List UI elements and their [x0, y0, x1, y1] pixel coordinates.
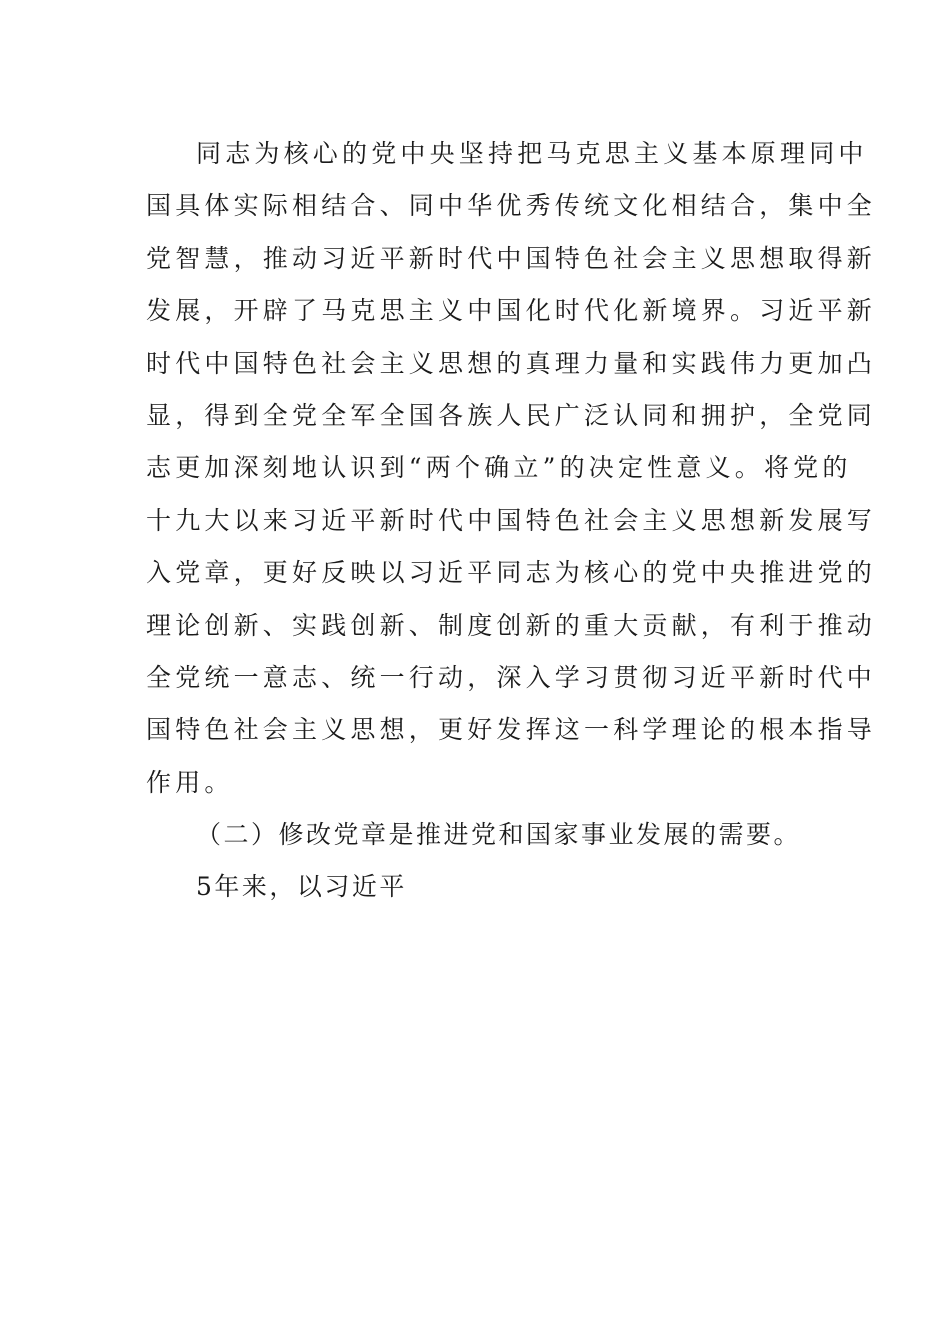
paragraph-line: 全党统一意志、统一行动，深入学习贯彻习近平新时代中	[146, 662, 877, 692]
paragraph-line: 十九大以来习近平新时代中国特色社会主义思想新发展写	[146, 505, 877, 535]
paragraph-line: 5年来，以习近平	[196, 872, 407, 902]
paragraph-line: 理论创新、实践创新、制度创新的重大贡献，有利于推动	[146, 610, 877, 640]
paragraph-line: 作用。	[146, 767, 234, 797]
paragraph-line: 志更加深刻地认识到“两个确立”的决定性意义。将党的	[146, 453, 852, 483]
paragraph-line: 入党章，更好反映以习近平同志为核心的党中央推进党的	[146, 558, 877, 588]
paragraph-line: 国特色社会主义思想，更好发挥这一科学理论的根本指导	[146, 715, 877, 745]
paragraph-line: 党智慧，推动习近平新时代中国特色社会主义思想取得新	[146, 243, 877, 273]
paragraph-line: 时代中国特色社会主义思想的真理力量和实践伟力更加凸	[146, 348, 877, 378]
paragraph-line: 显，得到全党全军全国各族人民广泛认同和拥护，全党同	[146, 400, 877, 430]
section-heading: （二）修改党章是推进党和国家事业发展的需要。	[196, 820, 802, 850]
paragraph-line: 发展，开辟了马克思主义中国化时代化新境界。习近平新	[146, 296, 877, 326]
paragraph-line: 国具体实际相结合、同中华优秀传统文化相结合，集中全	[146, 191, 877, 221]
paragraph-line: 同志为核心的党中央坚持把马克思主义基本原理同中	[196, 139, 868, 168]
document-body	[146, 128, 877, 914]
